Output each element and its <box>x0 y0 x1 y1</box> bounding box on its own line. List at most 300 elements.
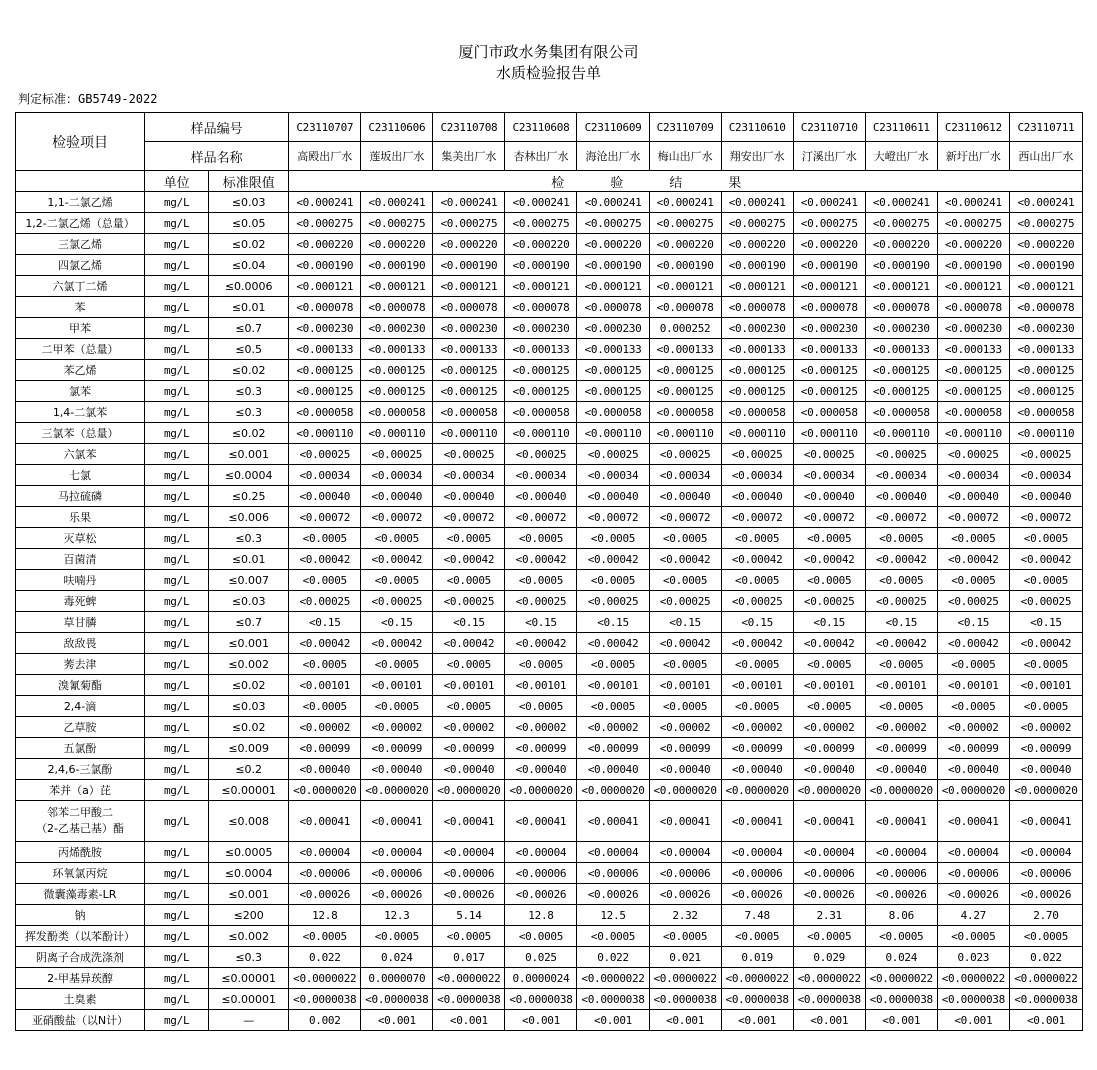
limit-cell: ≤0.25 <box>209 486 289 507</box>
result-cell: <0.0005 <box>865 654 937 675</box>
result-cell: <0.00040 <box>721 759 793 780</box>
result-cell: <0.00026 <box>361 884 433 905</box>
result-cell: <0.00099 <box>793 738 865 759</box>
limit-cell: ≤0.0006 <box>209 276 289 297</box>
result-cell: <0.00025 <box>289 591 361 612</box>
sample-name: 高殿出厂水 <box>289 142 361 171</box>
result-cell: <0.00040 <box>361 486 433 507</box>
result-cell: <0.000275 <box>433 213 505 234</box>
result-cell: <0.0005 <box>649 570 721 591</box>
item-name: 挥发酚类（以苯酚计） <box>16 926 145 947</box>
result-cell: <0.00006 <box>721 863 793 884</box>
table-row <box>16 884 1083 905</box>
table-row <box>16 717 1083 738</box>
result-cell: <0.000275 <box>649 213 721 234</box>
sample-code: C23110611 <box>865 113 937 142</box>
result-cell: <0.00041 <box>433 801 505 842</box>
result-cell: <0.0000038 <box>649 989 721 1010</box>
result-cell: <0.0005 <box>289 528 361 549</box>
result-cell: <0.00072 <box>649 507 721 528</box>
item-name: 氯苯 <box>16 381 145 402</box>
result-cell: <0.00099 <box>721 738 793 759</box>
result-cell: <0.0005 <box>649 926 721 947</box>
result-cell: <0.000058 <box>289 402 361 423</box>
result-cell: <0.000110 <box>649 423 721 444</box>
result-cell: <0.000133 <box>361 339 433 360</box>
result-cell: <0.000241 <box>505 192 577 213</box>
result-cell: <0.000121 <box>937 276 1009 297</box>
result-cell: <0.15 <box>865 612 937 633</box>
result-cell: <0.00042 <box>433 633 505 654</box>
result-cell: <0.00034 <box>433 465 505 486</box>
table-row <box>16 486 1083 507</box>
result-char: 验 <box>610 175 624 191</box>
result-cell: <0.000275 <box>793 213 865 234</box>
result-cell: 12.8 <box>505 905 577 926</box>
table-row <box>16 402 1083 423</box>
result-cell: <0.0005 <box>937 570 1009 591</box>
result-cell: <0.15 <box>937 612 1009 633</box>
result-cell: <0.00040 <box>865 486 937 507</box>
result-cell: 12.8 <box>289 905 361 926</box>
item-name: 毒死蜱 <box>16 591 145 612</box>
table-row <box>16 759 1083 780</box>
limit-cell: ≤0.05 <box>209 213 289 234</box>
unit-cell: mg/L <box>145 318 209 339</box>
result-cell: <0.0005 <box>937 654 1009 675</box>
result-cell: <0.000058 <box>361 402 433 423</box>
result-cell: <0.00042 <box>937 549 1009 570</box>
result-cell: <0.000230 <box>1009 318 1082 339</box>
unit-cell: mg/L <box>145 947 209 968</box>
limit-cell: ≤0.3 <box>209 402 289 423</box>
limit-cell: ≤0.2 <box>209 759 289 780</box>
limit-cell: ≤0.001 <box>209 884 289 905</box>
result-cell: <0.000275 <box>721 213 793 234</box>
result-cell: <0.00025 <box>361 591 433 612</box>
limit-cell: ≤0.01 <box>209 549 289 570</box>
limit-cell: ≤200 <box>209 905 289 926</box>
result-cell: <0.0005 <box>865 528 937 549</box>
sample-code: C23110708 <box>433 113 505 142</box>
limit-cell: ≤0.00001 <box>209 968 289 989</box>
result-cell: <0.000133 <box>721 339 793 360</box>
result-cell: <0.000121 <box>721 276 793 297</box>
result-cell: <0.15 <box>577 612 649 633</box>
result-cell: <0.000125 <box>649 360 721 381</box>
result-cell: <0.00101 <box>289 675 361 696</box>
table-row <box>16 863 1083 884</box>
result-cell: <0.00006 <box>361 863 433 884</box>
result-cell: <0.00041 <box>793 801 865 842</box>
unit-cell: mg/L <box>145 842 209 863</box>
result-cell: 0.019 <box>721 947 793 968</box>
result-cell: <0.000275 <box>289 213 361 234</box>
unit-cell: mg/L <box>145 989 209 1010</box>
item-name-line: （2-乙基己基）酯 <box>36 822 125 835</box>
result-cell: <0.00072 <box>577 507 649 528</box>
result-cell: <0.000058 <box>577 402 649 423</box>
result-cell: <0.000078 <box>649 297 721 318</box>
result-cell: <0.00042 <box>577 549 649 570</box>
result-cell: <0.00002 <box>721 717 793 738</box>
limit-cell: ≤0.7 <box>209 318 289 339</box>
result-cell: <0.00042 <box>1009 549 1082 570</box>
result-cell: <0.00026 <box>505 884 577 905</box>
limit-cell: ≤0.03 <box>209 696 289 717</box>
unit-cell: mg/L <box>145 381 209 402</box>
item-name: 苯并（a）芘 <box>16 780 145 801</box>
result-cell: <0.000133 <box>937 339 1009 360</box>
result-cell: <0.000125 <box>577 360 649 381</box>
result-cell: <0.000190 <box>289 255 361 276</box>
result-cell: <0.00025 <box>649 444 721 465</box>
result-cell: <0.000133 <box>505 339 577 360</box>
limit-cell: — <box>209 1010 289 1031</box>
item-name: 四氯乙烯 <box>16 255 145 276</box>
result-cell: <0.00040 <box>793 759 865 780</box>
result-cell: <0.0005 <box>577 696 649 717</box>
result-cell: <0.00025 <box>361 444 433 465</box>
table-row <box>16 381 1083 402</box>
table-row <box>16 780 1083 801</box>
result-cell: <0.000220 <box>649 234 721 255</box>
table-row <box>16 801 1083 842</box>
unit-cell: mg/L <box>145 591 209 612</box>
unit-cell: mg/L <box>145 507 209 528</box>
result-cell: <0.00099 <box>1009 738 1082 759</box>
result-cell: <0.00004 <box>937 842 1009 863</box>
result-cell: <0.00072 <box>289 507 361 528</box>
table-row <box>16 570 1083 591</box>
result-cell: <0.00026 <box>577 884 649 905</box>
sample-name: 汀溪出厂水 <box>793 142 865 171</box>
result-cell: <0.000190 <box>649 255 721 276</box>
result-cell: <0.0000038 <box>865 989 937 1010</box>
result-cell: <0.00101 <box>505 675 577 696</box>
result-cell: 5.14 <box>433 905 505 926</box>
result-cell: 7.48 <box>721 905 793 926</box>
result-cell: <0.00040 <box>361 759 433 780</box>
result-cell: <0.000125 <box>793 360 865 381</box>
result-cell: <0.00004 <box>433 842 505 863</box>
result-char: 检 <box>551 175 565 191</box>
result-cell: <0.000110 <box>721 423 793 444</box>
result-cell: <0.00040 <box>649 486 721 507</box>
table-row <box>16 968 1083 989</box>
result-cell: <0.0000038 <box>505 989 577 1010</box>
result-cell: <0.000220 <box>505 234 577 255</box>
table-row <box>16 989 1083 1010</box>
result-cell: <0.00042 <box>793 549 865 570</box>
result-cell: <0.00034 <box>1009 465 1082 486</box>
unit-cell: mg/L <box>145 486 209 507</box>
unit-cell: mg/L <box>145 528 209 549</box>
unit-cell: mg/L <box>145 905 209 926</box>
result-cell: <0.00040 <box>1009 759 1082 780</box>
result-cell: <0.000125 <box>721 381 793 402</box>
result-cell: <0.0005 <box>505 570 577 591</box>
result-cell: <0.00042 <box>721 549 793 570</box>
result-cell: <0.000110 <box>361 423 433 444</box>
table-row <box>16 234 1083 255</box>
result-cell: <0.0000022 <box>937 968 1009 989</box>
result-cell: <0.0005 <box>1009 570 1082 591</box>
result-cell: <0.00034 <box>577 465 649 486</box>
result-cell: <0.00025 <box>793 591 865 612</box>
result-cell: <0.000110 <box>1009 423 1082 444</box>
item-name: 微囊藻毒素-LR <box>16 884 145 905</box>
result-cell: 12.5 <box>577 905 649 926</box>
result-cell: <0.0005 <box>289 654 361 675</box>
item-name: 土臭素 <box>16 989 145 1010</box>
sample-code: C23110609 <box>577 113 649 142</box>
result-cell: <0.00026 <box>433 884 505 905</box>
result-cell: <0.000058 <box>937 402 1009 423</box>
table-row <box>16 297 1083 318</box>
limit-cell: ≤0.001 <box>209 444 289 465</box>
result-cell: <0.000125 <box>361 381 433 402</box>
item-name: 苯乙烯 <box>16 360 145 381</box>
sample-name: 西山出厂水 <box>1009 142 1082 171</box>
result-cell: <0.00004 <box>1009 842 1082 863</box>
table-row <box>16 1010 1083 1031</box>
unit-cell: mg/L <box>145 696 209 717</box>
item-name: 亚硝酸盐（以N计） <box>16 1010 145 1031</box>
result-cell: <0.000190 <box>505 255 577 276</box>
result-cell: <0.0005 <box>361 654 433 675</box>
table-row <box>16 654 1083 675</box>
limit-cell: ≤0.5 <box>209 339 289 360</box>
water-quality-table <box>15 112 1083 1031</box>
result-cell: <0.00025 <box>433 444 505 465</box>
result-cell: <0.00026 <box>937 884 1009 905</box>
result-cell: <0.00040 <box>289 759 361 780</box>
result-cell: <0.00006 <box>865 863 937 884</box>
result-cell: <0.000058 <box>793 402 865 423</box>
result-cell: <0.0000020 <box>937 780 1009 801</box>
result-cell: <0.00025 <box>289 444 361 465</box>
result-cell: <0.000220 <box>361 234 433 255</box>
result-cell: <0.000190 <box>577 255 649 276</box>
result-cell: 4.27 <box>937 905 1009 926</box>
result-cell: <0.0005 <box>289 696 361 717</box>
limit-cell: ≤0.02 <box>209 675 289 696</box>
result-cell: <0.00004 <box>865 842 937 863</box>
result-cell: <0.000220 <box>577 234 649 255</box>
result-cell: <0.000220 <box>433 234 505 255</box>
result-cell: <0.0000038 <box>793 989 865 1010</box>
result-cell: <0.000078 <box>289 297 361 318</box>
result-cell: <0.000230 <box>361 318 433 339</box>
result-cell: <0.0000038 <box>937 989 1009 1010</box>
result-cell: <0.00041 <box>1009 801 1082 842</box>
table-row <box>16 633 1083 654</box>
table-row <box>16 318 1083 339</box>
result-cell: <0.00040 <box>433 759 505 780</box>
limit-cell: ≤0.03 <box>209 192 289 213</box>
result-cell: 0.0000024 <box>505 968 577 989</box>
result-cell: <0.0005 <box>721 696 793 717</box>
result-cell: <0.0005 <box>793 570 865 591</box>
table-row <box>16 423 1083 444</box>
result-cell: <0.000121 <box>1009 276 1082 297</box>
result-cell: <0.0000020 <box>505 780 577 801</box>
result-cell: <0.0005 <box>577 570 649 591</box>
result-cell: <0.0000020 <box>721 780 793 801</box>
result-cell: <0.000110 <box>793 423 865 444</box>
result-cell: <0.000275 <box>577 213 649 234</box>
result-cell: <0.0000022 <box>433 968 505 989</box>
result-cell: 0.0000070 <box>361 968 433 989</box>
table-row <box>16 842 1083 863</box>
unit-cell: mg/L <box>145 612 209 633</box>
result-cell: <0.000275 <box>361 213 433 234</box>
item-name: 敌敌畏 <box>16 633 145 654</box>
result-cell: <0.00042 <box>433 549 505 570</box>
result-cell: <0.000241 <box>937 192 1009 213</box>
result-cell: <0.00099 <box>361 738 433 759</box>
result-cell: <0.000241 <box>289 192 361 213</box>
item-header: 检验项目 <box>16 113 145 171</box>
result-cell: <0.00042 <box>865 549 937 570</box>
result-cell: <0.0005 <box>1009 926 1082 947</box>
limit-cell: ≤0.007 <box>209 570 289 591</box>
result-cell: <0.0005 <box>433 528 505 549</box>
result-cell: <0.00042 <box>649 633 721 654</box>
unit-cell: mg/L <box>145 276 209 297</box>
result-cell: <0.0005 <box>505 654 577 675</box>
result-cell: <0.00006 <box>937 863 1009 884</box>
result-cell: <0.0005 <box>1009 528 1082 549</box>
item-name: 2-甲基异莰醇 <box>16 968 145 989</box>
result-char: 果 <box>728 175 742 191</box>
result-cell: <0.00025 <box>937 444 1009 465</box>
result-cell: <0.00099 <box>649 738 721 759</box>
result-cell: <0.000125 <box>1009 360 1082 381</box>
result-cell: <0.00072 <box>361 507 433 528</box>
result-cell: <0.000110 <box>577 423 649 444</box>
result-cell: <0.0005 <box>505 696 577 717</box>
sample-name: 翔安出厂水 <box>721 142 793 171</box>
result-cell: <0.00002 <box>793 717 865 738</box>
result-cell: <0.0005 <box>433 926 505 947</box>
result-cell: <0.001 <box>577 1010 649 1031</box>
result-cell: <0.000121 <box>577 276 649 297</box>
table-row <box>16 905 1083 926</box>
result-cell: <0.00041 <box>649 801 721 842</box>
unit-cell: mg/L <box>145 884 209 905</box>
result-cell: <0.000110 <box>865 423 937 444</box>
result-cell: <0.000190 <box>937 255 1009 276</box>
result-cell: <0.0000022 <box>793 968 865 989</box>
item-name: 钠 <box>16 905 145 926</box>
table-row <box>16 444 1083 465</box>
item-name: 2,4,6-三氯酚 <box>16 759 145 780</box>
unit-cell: mg/L <box>145 759 209 780</box>
result-cell: <0.0000020 <box>793 780 865 801</box>
result-cell: <0.000125 <box>289 381 361 402</box>
result-cell: <0.00101 <box>721 675 793 696</box>
result-cell: <0.00041 <box>937 801 1009 842</box>
result-cell: <0.00006 <box>1009 863 1082 884</box>
result-cell: <0.000125 <box>793 381 865 402</box>
result-cell: <0.00042 <box>361 549 433 570</box>
result-cell: <0.00042 <box>865 633 937 654</box>
result-cell: <0.00002 <box>649 717 721 738</box>
unit-cell: mg/L <box>145 675 209 696</box>
result-cell: <0.000275 <box>505 213 577 234</box>
result-cell: <0.000190 <box>1009 255 1082 276</box>
item-name: 马拉硫磷 <box>16 486 145 507</box>
result-cell: <0.00006 <box>505 863 577 884</box>
result-cell: <0.0000020 <box>289 780 361 801</box>
unit-cell: mg/L <box>145 255 209 276</box>
result-cell: <0.0005 <box>793 528 865 549</box>
item-name: 灭草松 <box>16 528 145 549</box>
item-name: 六氯丁二烯 <box>16 276 145 297</box>
limit-cell: ≤0.02 <box>209 423 289 444</box>
result-cell: <0.0005 <box>649 696 721 717</box>
result-cell: <0.00025 <box>505 444 577 465</box>
result-cell: <0.00042 <box>937 633 1009 654</box>
result-cell: <0.00025 <box>649 591 721 612</box>
result-cell: <0.000058 <box>505 402 577 423</box>
sample-name: 新圩出厂水 <box>937 142 1009 171</box>
result-cell: <0.000121 <box>649 276 721 297</box>
result-cell: <0.000275 <box>937 213 1009 234</box>
result-cell: <0.0000038 <box>1009 989 1082 1010</box>
report-title: 厦门市政水务集团有限公司 <box>458 43 639 61</box>
result-cell: <0.00040 <box>505 759 577 780</box>
result-cell: <0.15 <box>1009 612 1082 633</box>
item-name: 阴离子合成洗涤剂 <box>16 947 145 968</box>
result-cell: <0.00042 <box>649 549 721 570</box>
result-cell: <0.00034 <box>361 465 433 486</box>
result-cell: <0.000125 <box>865 360 937 381</box>
result-cell: <0.00101 <box>433 675 505 696</box>
result-cell: <0.0005 <box>1009 654 1082 675</box>
result-cell: <0.0005 <box>361 570 433 591</box>
result-cell: <0.000125 <box>289 360 361 381</box>
limit-cell: ≤0.03 <box>209 591 289 612</box>
result-cell: <0.00004 <box>649 842 721 863</box>
result-cell: <0.00034 <box>505 465 577 486</box>
table-row <box>16 675 1083 696</box>
result-cell: <0.00004 <box>289 842 361 863</box>
result-cell: <0.000058 <box>649 402 721 423</box>
limit-label: 标准限值 <box>209 171 289 192</box>
result-cell: <0.00025 <box>793 444 865 465</box>
limit-cell: ≤0.002 <box>209 926 289 947</box>
result-cell: <0.001 <box>361 1010 433 1031</box>
result-cell: <0.00041 <box>865 801 937 842</box>
result-cell: <0.00025 <box>577 444 649 465</box>
result-cell: <0.000241 <box>793 192 865 213</box>
unit-cell: mg/L <box>145 863 209 884</box>
sample-name: 杏林出厂水 <box>505 142 577 171</box>
result-cell: <0.00034 <box>793 465 865 486</box>
limit-cell: ≤0.002 <box>209 654 289 675</box>
result-cell: <0.0005 <box>865 696 937 717</box>
result-cell: <0.00099 <box>865 738 937 759</box>
limit-cell: ≤0.009 <box>209 738 289 759</box>
result-cell: <0.00041 <box>289 801 361 842</box>
table-row <box>16 947 1083 968</box>
result-cell: <0.0000020 <box>361 780 433 801</box>
result-cell: <0.000058 <box>865 402 937 423</box>
unit-cell: mg/L <box>145 570 209 591</box>
